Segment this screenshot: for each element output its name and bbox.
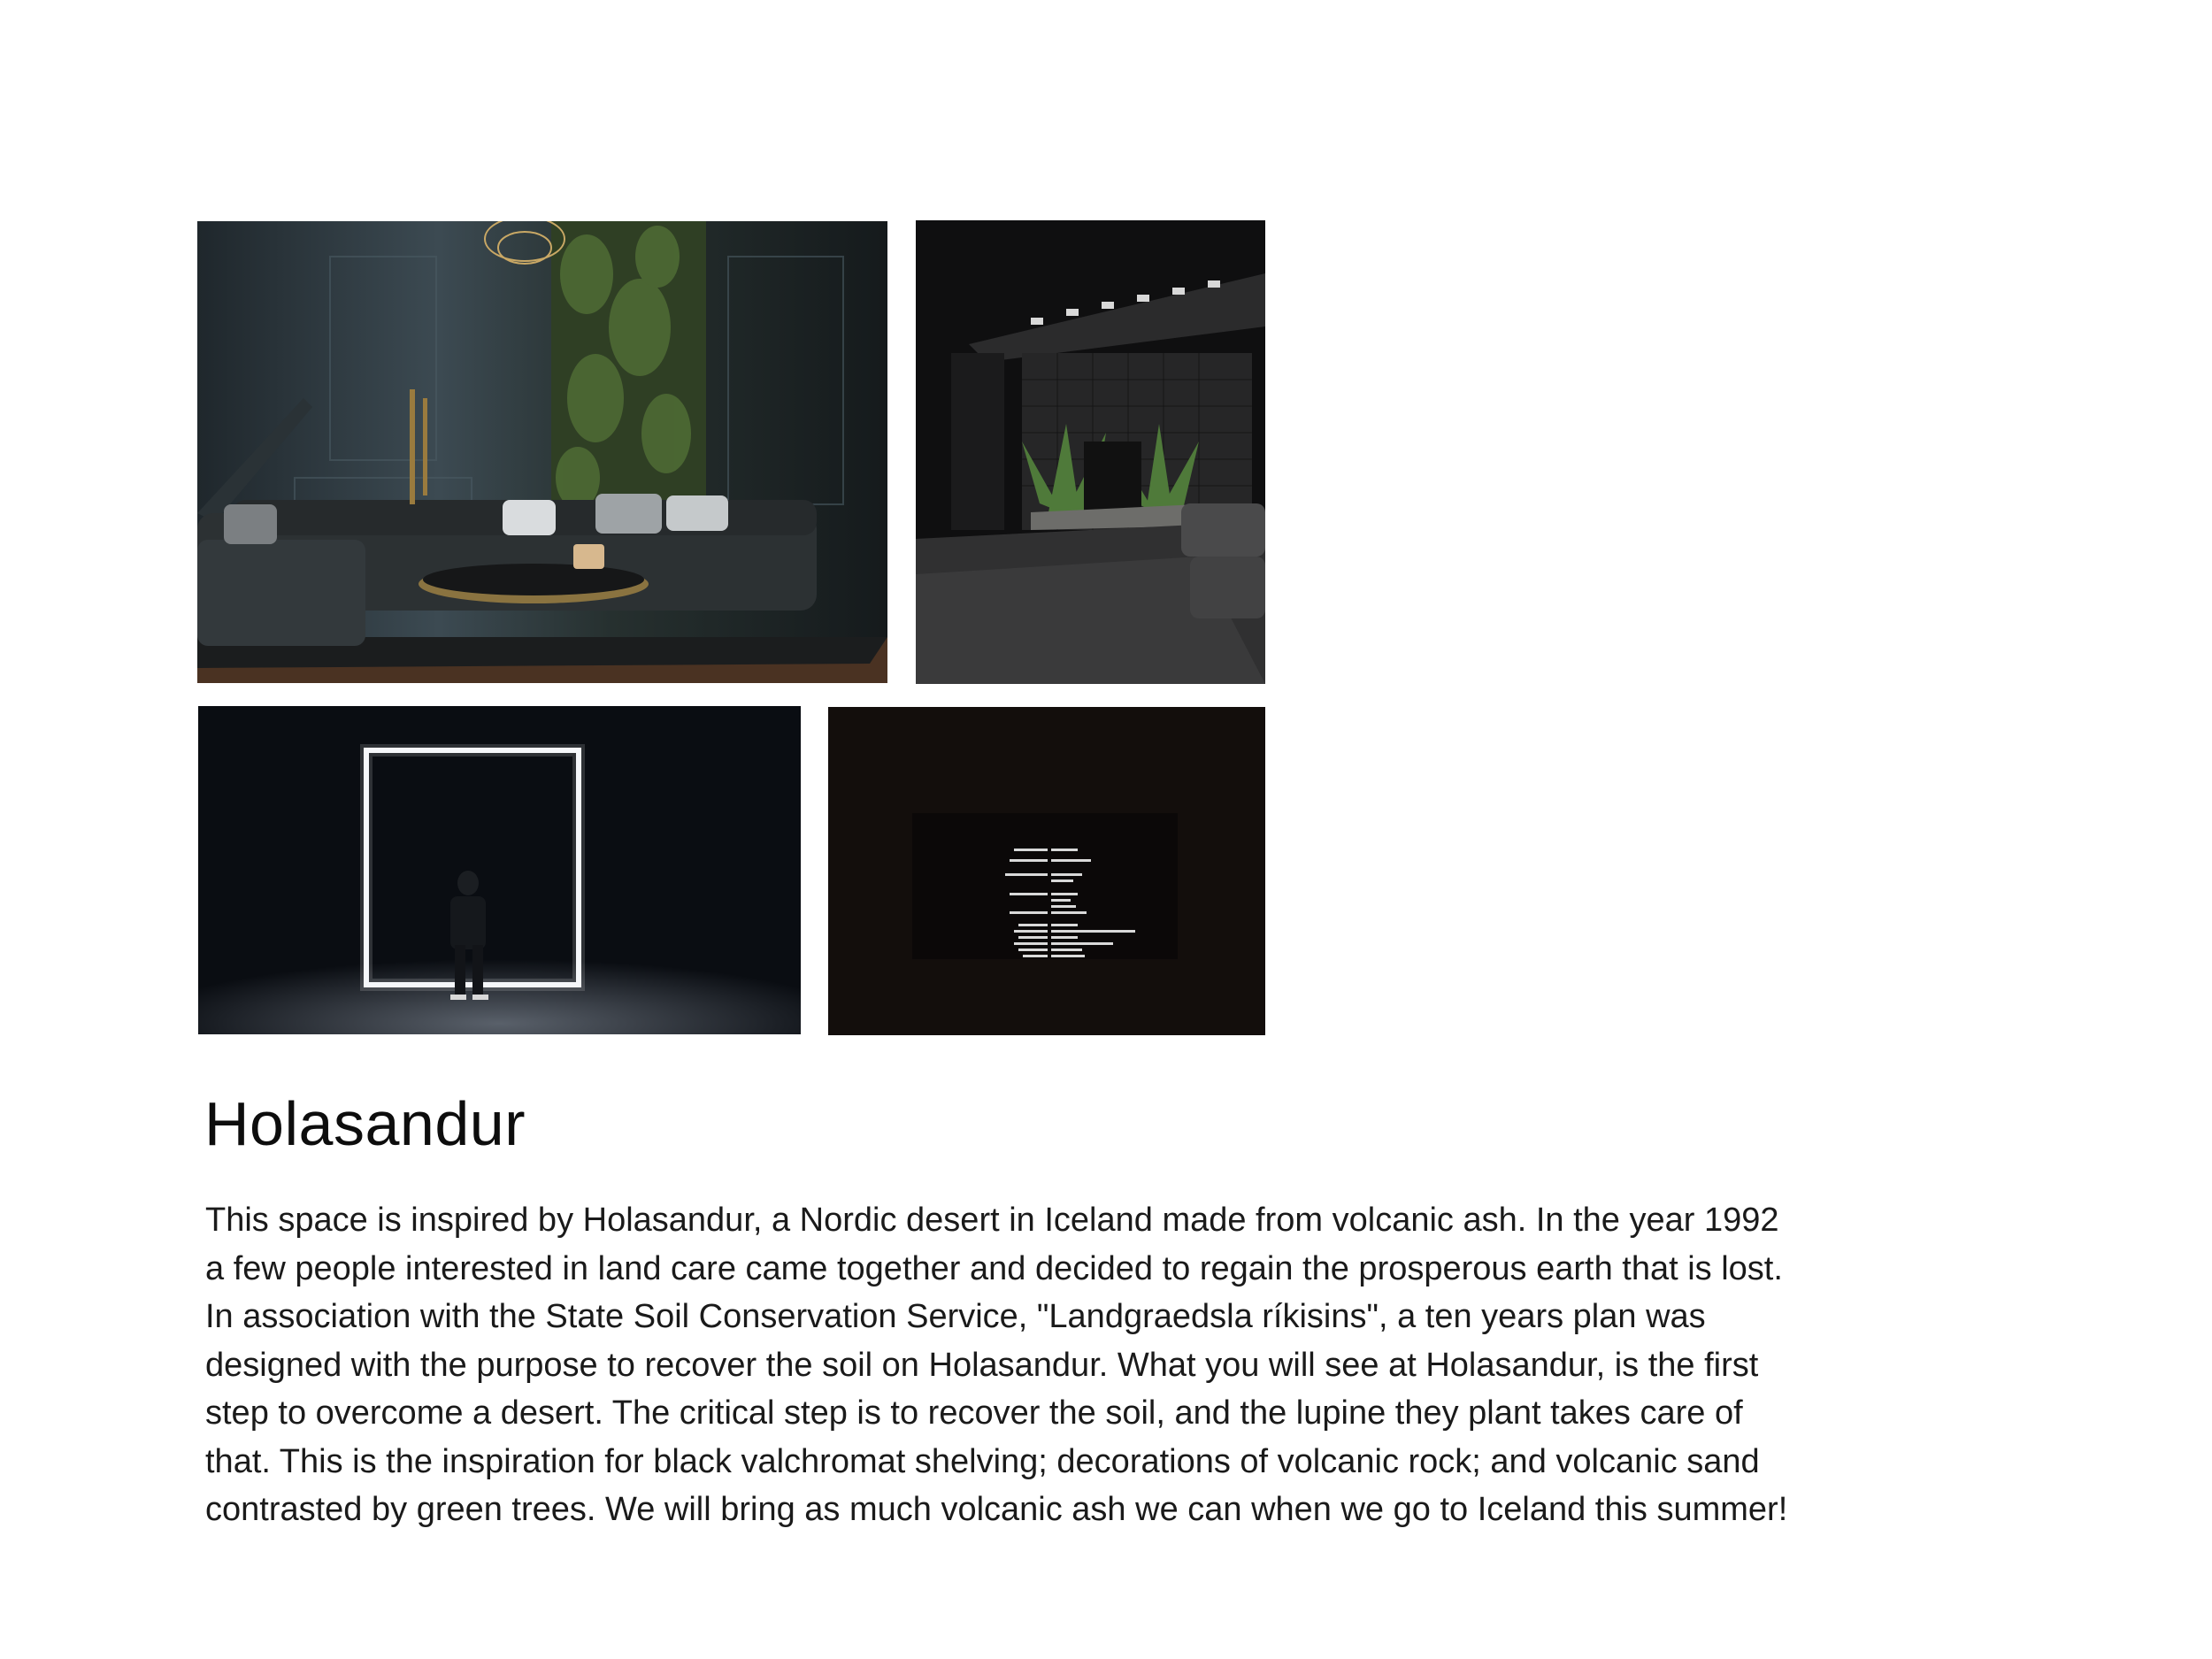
dark-room-with-plants-image	[916, 220, 1265, 684]
dark-living-room-image	[197, 221, 887, 683]
film-credits-screen-image	[828, 707, 1265, 1035]
page-title: Holasandur	[204, 1089, 526, 1158]
description-paragraph: This space is inspired by Holasandur, a Nordic desert in Iceland made from volcanic ash. In the year 1992 a few people interested in land care came together and decided to regain the prosperous earth that is lost. In association with the State Soil Conservation Service, "Landgraedsla ríkisins", a ten years plan was designed with the purpose to recover the soil on Holasandur. What you will see at Holasandur, is the first step to overcome a desert. The critical step is to recover the soil, and the lupine they plant takes care of that. This is the inspiration for black valchromat shelving; decorations of volcanic rock; and volcanic sand contrasted by green trees. We will bring as much volcanic ash we can when we go to Iceland this summer!	[205, 1202, 1788, 1528]
person-in-light-frame-image	[198, 706, 801, 1034]
